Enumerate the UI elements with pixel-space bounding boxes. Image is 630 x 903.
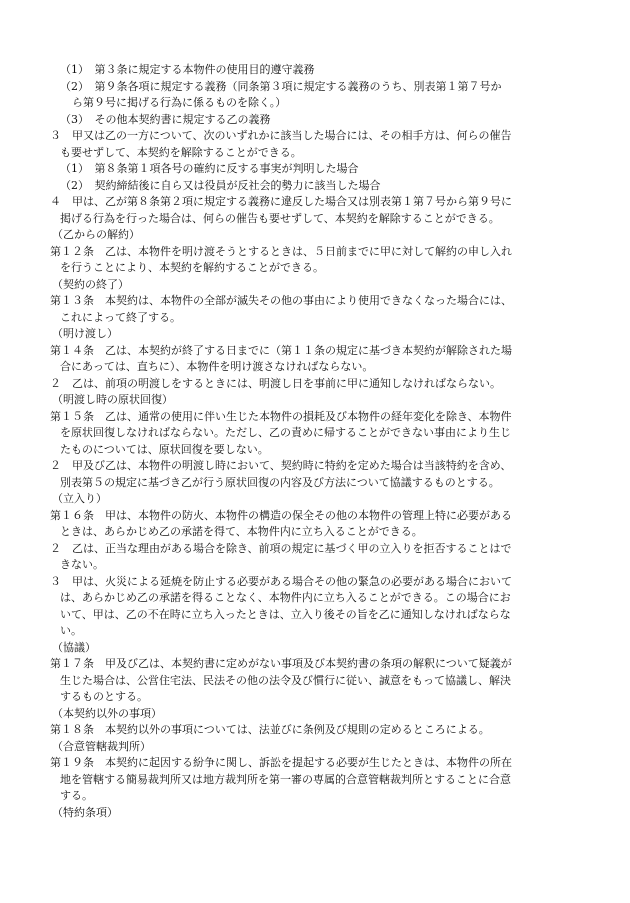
document-line: （乙からの解約）: [52, 228, 140, 241]
document-line: （立入り）: [52, 492, 107, 505]
document-line: きない。: [60, 558, 104, 571]
document-line: 第１２条 乙は、本物件を明け渡そうとするときは、５日前までに甲に対して解約の申し入れ: [50, 244, 512, 258]
document-line: ２ 甲及び乙は、本物件の明渡し時において、契約時に特約を定めた場合は当該特約を含め、: [50, 459, 512, 472]
document-line: ３ 甲又は乙の一方について、次のいずれかに該当した場合には、その相手方は、何らの催告: [50, 129, 512, 142]
document-line: これによって終了する。: [60, 310, 181, 324]
document-line: も要せずして、本契約を解除することができる。: [60, 145, 302, 159]
document-line: ４ 甲は、乙が第８条第２項に規定する義務に違反した場合又は別表第１第７号から第９号に: [50, 195, 512, 208]
document-line: （特約条項）: [52, 805, 118, 819]
document-line: 掲げる行為を行った場合は、何らの催告も要せずして、本契約を解除することができる。: [60, 211, 500, 225]
document-line: （2） 第９条各項に規定する義務（同条第３項に規定する義務のうち、別表第１第７号か: [60, 79, 502, 93]
document-line: ３ 甲は、火災による延焼を防止する必要がある場合その他の緊急の必要がある場合において: [50, 574, 512, 588]
document-line: 地を管轄する簡易裁判所又は地方裁判所を第一審の専属的合意管轄裁判所とすることに合意: [60, 772, 511, 786]
document-line: するものとする。: [60, 690, 148, 703]
document-line: ときは、あらかじめ乙の承諾を得て、本物件内に立ち入ることができる。: [60, 525, 423, 538]
document-body: [50, 62, 588, 821]
document-line: 別表第５の規定に基づき乙が行う原状回復の内容及び方法について協議するものとする。: [60, 475, 500, 489]
document-line: 生じた場合は、公営住宅法、民法その他の法令及び慣行に従い、誠意をもって協議し、解決: [60, 673, 511, 687]
document-line: 第１９条 本契約に起因する紛争に関し、訴訟を提起する必要が生じたときは、本物件の所在: [50, 756, 512, 769]
document-line: （1） 第８条第１項各号の確約に反する事実が判明した場合: [60, 162, 359, 175]
document-line: （明け渡し）: [52, 327, 118, 340]
document-line: 第１４条 乙は、本契約が終了する日までに（第１１条の規定に基づき本契約が解除された場: [50, 343, 512, 357]
document-line: 第１５条 乙は、通常の使用に伴い生じた本物件の損耗及び本物件の経年変化を除き、本物件: [50, 409, 512, 423]
document-line: （合意管轄裁判所）: [52, 739, 151, 753]
document-line: ２ 乙は、前項の明渡しをするときには、明渡し日を事前に甲に通知しなければならない。: [50, 376, 501, 390]
document-line: 第１８条 本契約以外の事項については、法並びに条例及び規則の定めるところによる。: [50, 723, 490, 736]
document-line: （1） 第３条に規定する本物件の使用目的遵守義務: [60, 63, 315, 76]
document-line: 合にあっては、直ちに）、本物件を明け渡さなければならない。: [60, 360, 374, 373]
document-line: ら第９号に掲げる行為に係るものを除く。）: [72, 96, 287, 109]
document-line: する。: [60, 789, 93, 802]
document-line: い。: [60, 624, 82, 637]
document-line: いて、甲は、乙の不在時に立ち入ったときは、立入り後その旨を乙に通知しなければならな: [60, 607, 511, 621]
document-line: ２ 乙は、正当な理由がある場合を除き、前項の規定に基づく甲の立入りを拒否することはで: [50, 541, 512, 555]
document-line: たものについては、原状回復を要しない。: [60, 442, 269, 456]
document-line: 第１７条 甲及び乙は、本契約書に定めがない事項及び本契約書の条項の解釈について疑義が: [50, 657, 512, 670]
document-line: は、あらかじめ乙の承諾を得ることなく、本物件内に立ち入ることができる。この場合にお: [60, 591, 511, 604]
document-line: 第１３条 本契約は、本物件の全部が滅失その他の事由により使用できなくなった場合には、: [50, 294, 512, 307]
document-line: 第１６条 甲は、本物件の防火、本物件の構造の保全その他の本物件の管理上特に必要がある: [50, 508, 512, 522]
document-line: を原状回復しなければならない。ただし、乙の責めに帰することができない事由により生じ: [60, 426, 511, 439]
document-line: （2） 契約締結後に自ら又は役員が反社会的勢力に該当した場合: [60, 178, 381, 192]
document-line: （契約の終了）: [52, 277, 129, 291]
document-line: を行うことにより、本契約を解約することができる。: [60, 261, 324, 274]
document-line: （3） その他本契約書に規定する乙の義務: [60, 112, 271, 126]
document-line: （協議）: [52, 640, 96, 654]
document-line: （明渡し時の原状回復）: [52, 393, 173, 406]
document-line: （本契約以外の事項）: [52, 706, 162, 720]
